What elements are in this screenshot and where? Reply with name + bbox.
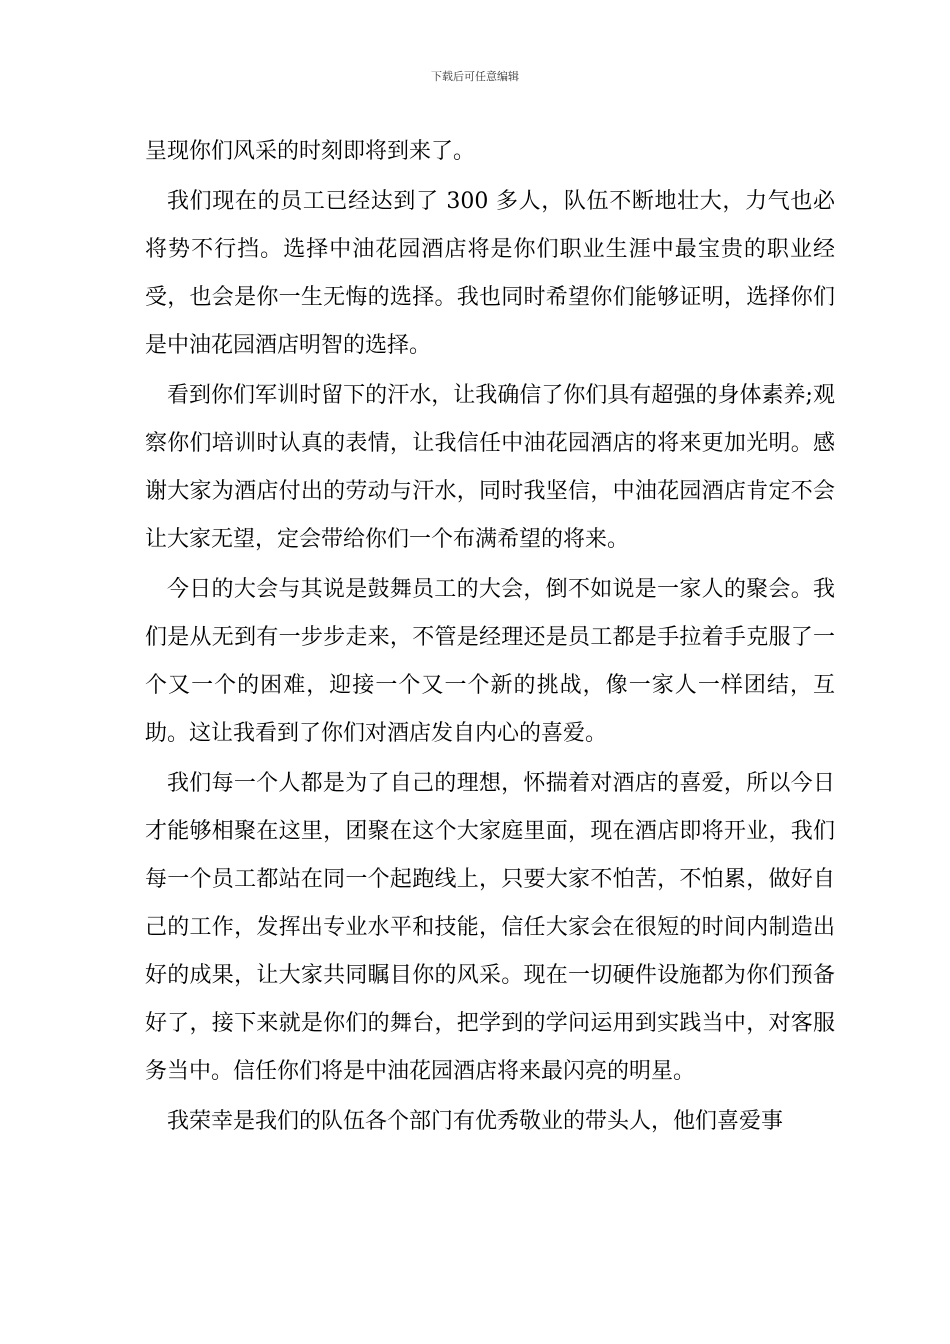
page-header: 下载后可任意编辑: [431, 70, 519, 83]
paragraph-6: 我荣幸是我们的队伍各个部门有优秀敬业的带头人，他们喜爱事: [167, 1109, 784, 1134]
paragraph-4: 今日的大会与其说是鼓舞员工的大会，倒不如说是一家人的聚会。我们是从无到有一步步走来，不管是经理还是员工都是手拉着手克服了一个又一个的困难，迎接一个又一个新的挑战，像一家人一样团结，互助。这让我看到了你们对酒店发自内心的喜爱。: [145, 577, 835, 746]
paragraph-5: 我们每一个人都是为了自己的理想，怀揣着对酒店的喜爱，所以今日才能够相聚在这里，团聚在这个大家庭里面，现在酒店即将开业，我们每一个员工都站在同一个起跑线上，只要大家不怕苦，不怕累，做好自己的工作，发挥出专业水平和技能，信任大家会在很短的时间内制造出好的成果，让大家共同瞩目你的风采。现在一切硬件设施都为你们预备好了，接下来就是你们的舞台，把学到的学问运用到实践当中，对客服务当中。信任你们将是中油花园酒店将来最闪亮的明星。: [145, 771, 835, 1084]
paragraph-2: 我们现在的员工已经达到了 300 多人，队伍不断地壮大，力气也必将势不行挡。选择中油花园酒店将是你们职业生涯中最宝贵的职业经受，也会是你一生无悔的选择。我也同时希望你们能够证明，选择你们是中油花园酒店明智的选择。: [145, 189, 835, 358]
document-body: [145, 128, 835, 1146]
paragraph-3: 看到你们军训时留下的汗水，让我确信了你们具有超强的身体素养;观察你们培训时认真的表情，让我信任中油花园酒店的将来更加光明。感谢大家为酒店付出的劳动与汗水，同时我坚信，中油花园酒店肯定不会让大家无望，定会带给你们一个布满希望的将来。: [145, 383, 835, 552]
paragraph-1: 呈现你们风采的时刻即将到来了。: [145, 139, 476, 164]
